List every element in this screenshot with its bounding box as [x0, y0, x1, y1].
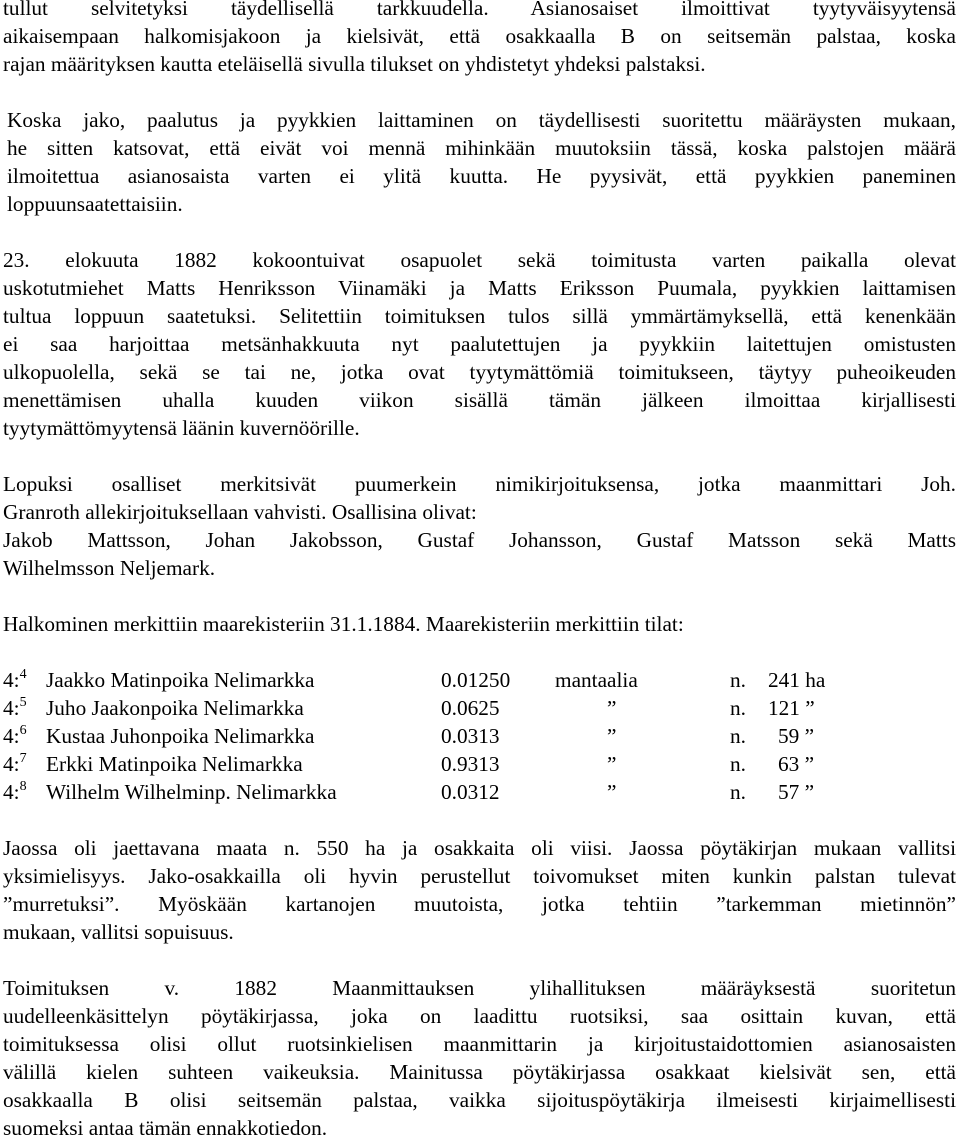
tila-row: [3, 666, 956, 694]
tila-area: 57 ”: [778, 780, 815, 804]
tila-number: 4:$^4$: [3, 667, 27, 692]
text-line: suomeksi antaa tämän ennakkotiedon.: [3, 1116, 328, 1140]
tila-value: 0.0625: [441, 696, 500, 720]
paragraph-7: [3, 974, 956, 1142]
text-line: uudelleenkäsittelyn pöytäkirjassa, joka on laadittu ruotsiksi, saa osittain kuvan, että: [3, 1004, 956, 1028]
tila-area: 241 ha: [768, 668, 826, 692]
tila-area: 121 ”: [768, 696, 815, 720]
tila-sup: 8: [19, 779, 27, 794]
document-page: [3, 0, 956, 1142]
tila-unit: ”: [607, 724, 617, 748]
tila-approx: n.: [730, 696, 746, 720]
text-line: Toimituksen v. 1882 Maanmittauksen ylihallituksen määräyksestä suoritetun: [3, 976, 956, 1000]
text-line: loppuunsaatettaisiin.: [7, 192, 183, 216]
tila-sup: 7: [19, 751, 27, 766]
tila-area: 63 ”: [778, 752, 815, 776]
text-line: tyytymättömyytensä läänin kuvernöörille.: [3, 416, 360, 440]
paragraph-6: [3, 834, 956, 946]
text-line: aikaisempaan halkomisjakoon ja kielsivät, että osakkaalla B on seitsemän palstaa, koska: [3, 24, 956, 48]
text-line: uskotutmiehet Matts Henriksson Viinamäki ja Matts Eriksson Puumala, pyykkien laittamisen: [3, 276, 956, 300]
tila-area: 59 ”: [778, 724, 815, 748]
tila-row: [3, 778, 956, 806]
tila-sup: 6: [19, 723, 27, 738]
tila-owner: Wilhelm Wilhelminp. Nelimarkka: [46, 780, 337, 804]
text-line: ei saa harjoittaa metsänhakkuuta nyt paalutettujen ja pyykkiin laitettujen omistusten: [3, 332, 956, 356]
paragraph-3: [3, 246, 956, 442]
paragraph-5: [3, 610, 956, 638]
text-line: he sitten katsovat, että eivät voi mennä mihinkään muutoksiin tässä, koska palstojen määrä: [7, 136, 956, 160]
tila-owner: Erkki Matinpoika Nelimarkka: [46, 752, 303, 776]
tila-approx: n.: [730, 752, 746, 776]
text-line: tullut selvitetyksi täydellisellä tarkkuudella. Asianosaiset ilmoittivat tyytyväisyytensä: [3, 0, 956, 20]
tila-approx: n.: [730, 724, 746, 748]
tila-unit: mantaalia: [555, 668, 638, 692]
text-line: tultua loppuun saatetuksi. Selitettiin toimituksen tulos sillä ymmärtämyksellä, että kenenkään: [3, 304, 956, 328]
text-line: rajan määrityksen kautta eteläisellä sivulla tilukset on yhdistetyt yhdeksi palstaksi.: [3, 52, 706, 76]
text-line: ”murretuksi”. Myöskään kartanojen muutoista, jotka tehtiin ”tarkemman mietinnön”: [3, 892, 956, 916]
tila-row: [3, 694, 956, 722]
text-line: Koska jako, paalutus ja pyykkien laittaminen on täydellisesti suoritettu määräysten mukaan,: [7, 108, 956, 132]
paragraph-1: [3, 0, 956, 78]
tila-row: [3, 722, 956, 750]
tila-unit: ”: [607, 696, 617, 720]
text-line: Halkominen merkittiin maarekisteriin 31.1.1884. Maarekisteriin merkittiin tilat:: [3, 612, 684, 636]
tila-number: 4:$^5$: [3, 695, 27, 720]
text-line: välillä kielen suhteen vaikeuksia. Mainitussa pöytäkirjassa osakkaat kielsivät sen, että: [3, 1060, 956, 1084]
tilat-table: [3, 666, 956, 806]
tila-owner: Kustaa Juhonpoika Nelimarkka: [46, 724, 315, 748]
tila-number: 4:$^6$: [3, 723, 27, 748]
text-line: Lopuksi osalliset merkitsivät puumerkein nimikirjoituksensa, jotka maanmittari Joh.: [3, 472, 956, 496]
tila-approx: n.: [730, 668, 746, 692]
tila-sup: 4: [19, 667, 27, 682]
text-line: osakkaalla B olisi seitsemän palstaa, vaikka sijoituspöytäkirja ilmeisesti kirjaimellisesti: [3, 1088, 956, 1112]
tila-owner: Juho Jaakonpoika Nelimarkka: [46, 696, 304, 720]
tila-sup: 5: [19, 695, 27, 710]
tila-unit: ”: [607, 752, 617, 776]
text-line: menettämisen uhalla kuuden viikon sisällä tämän jälkeen ilmoittaa kirjallisesti: [3, 388, 956, 412]
tila-value: 0.9313: [441, 752, 500, 776]
tila-row: [3, 750, 956, 778]
text-line: Jakob Mattsson, Johan Jakobsson, Gustaf Johansson, Gustaf Matsson sekä Matts: [3, 528, 956, 552]
text-line: yksimielisyys. Jako-osakkailla oli hyvin perustellut toivomukset miten kunkin palstan tulevat: [3, 864, 956, 888]
text-line: 23. elokuuta 1882 kokoontuivat osapuolet sekä toimitusta varten paikalla olevat: [3, 248, 956, 272]
tila-value: 0.0313: [441, 724, 500, 748]
tila-value: 0.01250: [441, 668, 511, 692]
text-line: ilmoitettua asianosaista varten ei ylitä kuutta. He pyysivät, että pyykkien paneminen: [7, 164, 956, 188]
text-line: mukaan, vallitsi sopuisuus.: [3, 920, 234, 944]
text-line: Granroth allekirjoituksellaan vahvisti. Osallisina olivat:: [3, 500, 477, 524]
tila-number: 4:$^7$: [3, 751, 27, 776]
paragraph-4: [3, 470, 956, 582]
tila-value: 0.0312: [441, 780, 500, 804]
tila-owner: Jaakko Matinpoika Nelimarkka: [46, 668, 315, 692]
text-line: Wilhelmsson Neljemark.: [3, 556, 216, 580]
text-line: toimituksessa olisi ollut ruotsinkielisen maanmittarin ja kirjoitustaidottomien asianosaisten: [3, 1032, 956, 1056]
tila-unit: ”: [607, 780, 617, 804]
tila-approx: n.: [730, 780, 746, 804]
paragraph-2: [3, 106, 956, 218]
tila-number: 4:$^8$: [3, 779, 27, 804]
text-line: Jaossa oli jaettavana maata n. 550 ha ja osakkaita oli viisi. Jaossa pöytäkirjan mukaan vallitsi: [3, 836, 956, 860]
text-line: ulkopuolella, sekä se tai ne, jotka ovat tyytymättömiä toimitukseen, täytyy puheoikeuden: [3, 360, 956, 384]
